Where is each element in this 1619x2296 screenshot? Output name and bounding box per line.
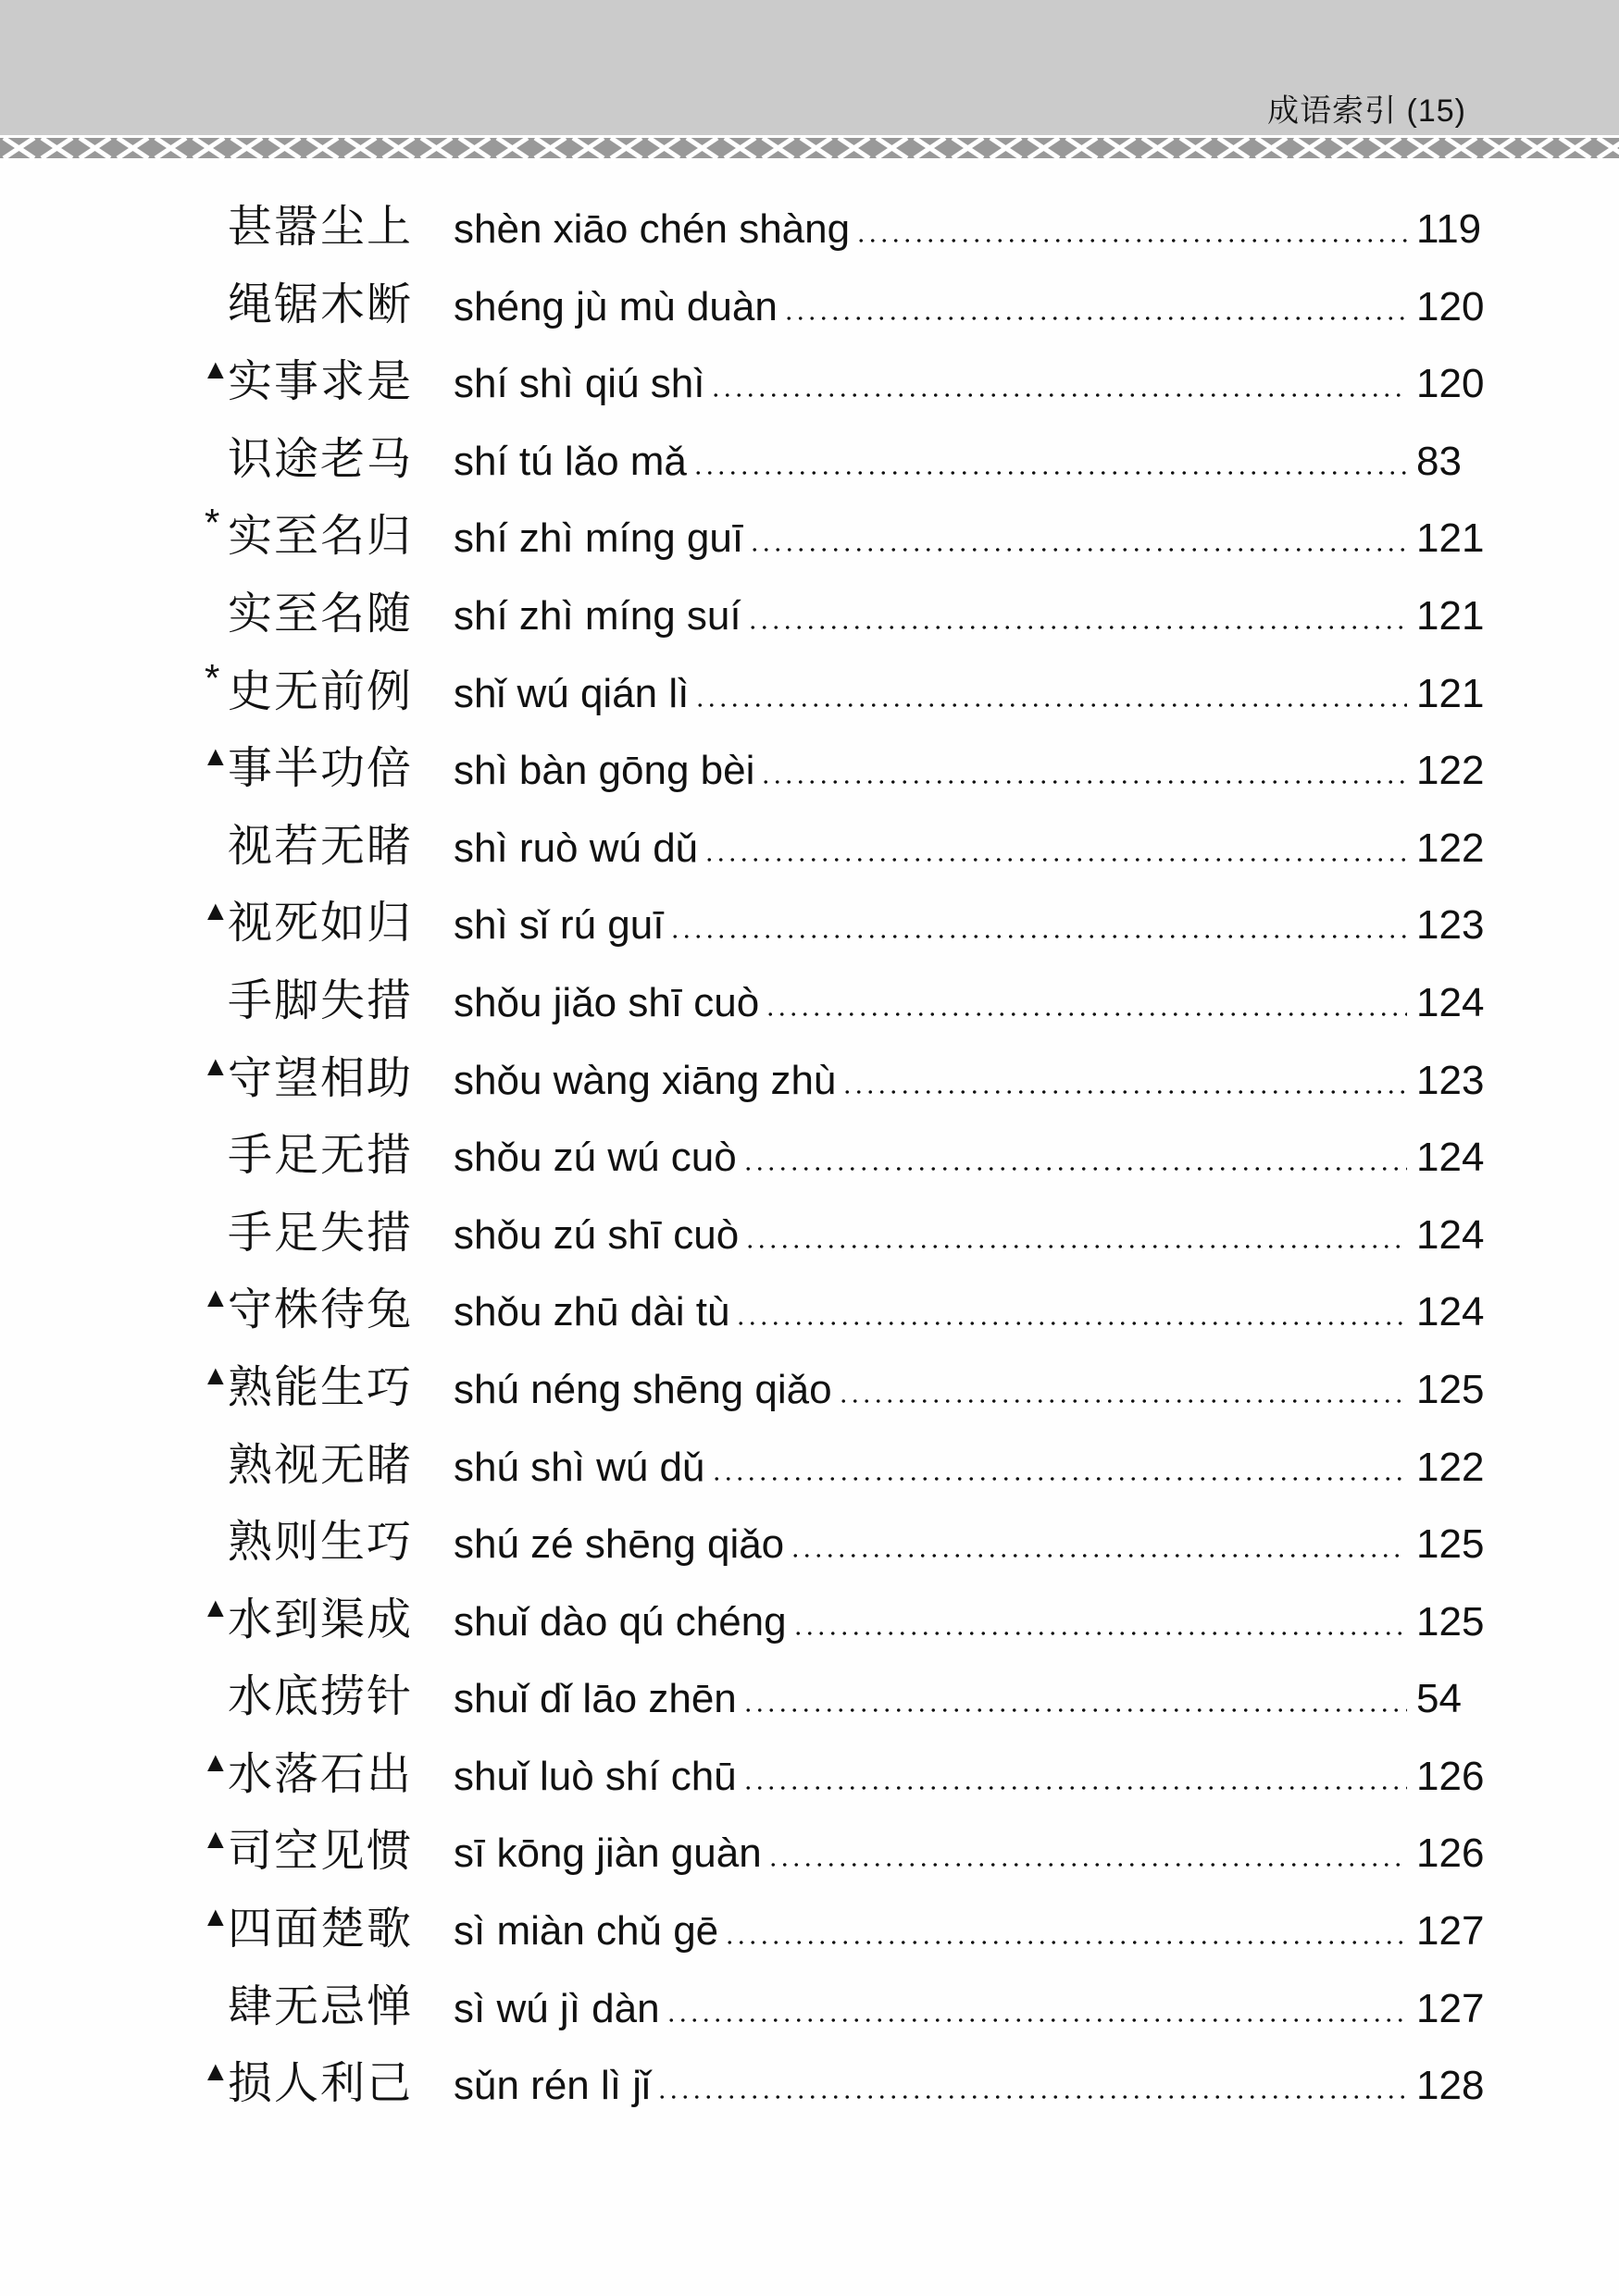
pinyin-text: shuǐ luò shí chū bbox=[454, 1753, 737, 1799]
dot-leader bbox=[749, 548, 1407, 552]
index-entry bbox=[0, 423, 1619, 501]
dot-leader bbox=[711, 1477, 1408, 1481]
index-entry bbox=[0, 1273, 1619, 1351]
dot-leader bbox=[710, 393, 1407, 397]
idiom-text: 守望相助 bbox=[228, 1053, 414, 1103]
index-entry bbox=[0, 1970, 1619, 2048]
pinyin-text: shǒu zú wú cuò bbox=[454, 1135, 737, 1181]
pinyin-text: sī kōng jiàn guàn bbox=[454, 1831, 762, 1877]
idiom-text: 识途老马 bbox=[228, 434, 414, 484]
index-entry bbox=[0, 1429, 1619, 1507]
triangle-marker-icon: ▲ bbox=[202, 1050, 230, 1082]
page-number: 123 bbox=[1416, 1057, 1485, 1103]
asterisk-marker-icon: * bbox=[205, 501, 220, 545]
triangle-marker-icon: ▲ bbox=[202, 1902, 230, 1933]
dot-leader bbox=[742, 1167, 1407, 1171]
idiom-text: 损人利己 bbox=[228, 2059, 414, 2109]
index-entry bbox=[0, 887, 1619, 964]
page-number: 121 bbox=[1416, 515, 1485, 562]
page-number: 121 bbox=[1416, 592, 1485, 639]
index-entry bbox=[0, 810, 1619, 887]
page-number: 125 bbox=[1416, 1366, 1485, 1412]
triangle-marker-icon: ▲ bbox=[202, 896, 230, 927]
idiom-text: 水落石出 bbox=[228, 1749, 414, 1799]
dot-leader bbox=[783, 316, 1407, 320]
index-entry bbox=[0, 2047, 1619, 2125]
pinyin-text: sì miàn chǔ gē bbox=[454, 1908, 719, 1955]
dot-leader bbox=[767, 1863, 1407, 1867]
index-entry bbox=[0, 1893, 1619, 1970]
idiom-text: 四面楚歌 bbox=[228, 1905, 414, 1955]
index-entry bbox=[0, 1583, 1619, 1661]
idiom-text: 肆无忌惮 bbox=[228, 1981, 414, 2031]
idiom-text: 视若无睹 bbox=[228, 821, 414, 871]
pinyin-text: shì bàn gōng bèi bbox=[454, 748, 755, 794]
index-entry bbox=[0, 1506, 1619, 1583]
triangle-marker-icon: ▲ bbox=[202, 1746, 230, 1778]
idiom-text: 实事求是 bbox=[228, 357, 414, 407]
dot-leader bbox=[694, 703, 1407, 707]
idiom-text: 实至名归 bbox=[228, 512, 414, 562]
triangle-marker-icon: ▲ bbox=[202, 1283, 230, 1314]
index-entry bbox=[0, 345, 1619, 423]
page-number: 119 bbox=[1416, 206, 1482, 252]
dot-leader bbox=[792, 1632, 1407, 1635]
page-number: 127 bbox=[1416, 1908, 1485, 1955]
triangle-marker-icon: ▲ bbox=[202, 354, 230, 386]
index-entry bbox=[0, 1351, 1619, 1429]
pinyin-text: shǒu zú shī cuò bbox=[454, 1211, 740, 1258]
page-title: 成语索引 (15) bbox=[1267, 93, 1466, 129]
index-entry bbox=[0, 1042, 1619, 1120]
dot-leader bbox=[742, 1708, 1407, 1712]
triangle-marker-icon: ▲ bbox=[202, 2056, 230, 2088]
page-header bbox=[0, 0, 1619, 135]
pinyin-text: sǔn rén lì jǐ bbox=[454, 2063, 651, 2109]
dot-leader bbox=[735, 1322, 1407, 1325]
pinyin-text: shǒu zhū dài tù bbox=[454, 1289, 730, 1335]
pinyin-text: shí shì qiú shì bbox=[454, 361, 705, 407]
idiom-text: 水到渠成 bbox=[228, 1595, 414, 1644]
idiom-text: 水底捞针 bbox=[228, 1672, 414, 1722]
page-number: 124 bbox=[1416, 1211, 1485, 1258]
triangle-marker-icon: ▲ bbox=[202, 1824, 230, 1855]
dot-leader bbox=[704, 858, 1407, 862]
page-number: 120 bbox=[1416, 283, 1485, 329]
dot-leader bbox=[692, 471, 1407, 475]
idiom-text: 事半功倍 bbox=[228, 744, 414, 794]
idiom-text: 视死如归 bbox=[228, 899, 414, 949]
dot-leader bbox=[669, 935, 1407, 938]
dot-leader bbox=[666, 2018, 1407, 2022]
pinyin-text: shú zé shēng qiǎo bbox=[454, 1521, 785, 1568]
page-number: 54 bbox=[1416, 1676, 1462, 1722]
index-entry bbox=[0, 191, 1619, 268]
index-entry bbox=[0, 1738, 1619, 1816]
idiom-text: 绳锯木断 bbox=[228, 279, 414, 329]
dot-leader bbox=[760, 780, 1407, 784]
pinyin-text: shí zhì míng guī bbox=[454, 515, 744, 562]
dot-leader bbox=[855, 239, 1407, 242]
pinyin-text: shì ruò wú dǔ bbox=[454, 825, 699, 871]
page-number: 122 bbox=[1416, 825, 1485, 871]
page-number: 124 bbox=[1416, 1289, 1485, 1335]
dot-leader bbox=[747, 626, 1407, 629]
idiom-text: 史无前例 bbox=[228, 666, 414, 716]
page-number: 126 bbox=[1416, 1753, 1485, 1799]
page-number: 120 bbox=[1416, 361, 1485, 407]
index-entry bbox=[0, 1119, 1619, 1197]
pinyin-text: shǒu wàng xiāng zhù bbox=[454, 1057, 837, 1103]
pinyin-text: shuǐ dǐ lāo zhēn bbox=[454, 1676, 737, 1722]
decorative-band bbox=[0, 135, 1619, 161]
cross-pattern-icon bbox=[0, 135, 1619, 161]
idiom-text: 实至名随 bbox=[228, 589, 414, 639]
index-entry bbox=[0, 1815, 1619, 1893]
pinyin-text: sì wú jì dàn bbox=[454, 1985, 660, 2031]
page-number: 125 bbox=[1416, 1521, 1485, 1568]
triangle-marker-icon: ▲ bbox=[202, 1359, 230, 1391]
dot-leader bbox=[838, 1399, 1407, 1403]
index-entry bbox=[0, 732, 1619, 810]
triangle-marker-icon: ▲ bbox=[202, 1592, 230, 1623]
dot-leader bbox=[841, 1090, 1407, 1094]
page-number: 124 bbox=[1416, 979, 1485, 1025]
pinyin-text: shèn xiāo chén shàng bbox=[454, 206, 851, 252]
pinyin-text: shéng jù mù duàn bbox=[454, 283, 778, 329]
dot-leader bbox=[765, 1012, 1407, 1016]
idiom-text: 熟能生巧 bbox=[228, 1362, 414, 1412]
idiom-text: 熟则生巧 bbox=[228, 1518, 414, 1568]
index-entry bbox=[0, 577, 1619, 655]
idiom-text: 熟视无睹 bbox=[228, 1440, 414, 1490]
dot-leader bbox=[724, 1941, 1407, 1944]
page-number: 124 bbox=[1416, 1135, 1485, 1181]
page-number: 126 bbox=[1416, 1831, 1485, 1877]
pinyin-text: shí zhì míng suí bbox=[454, 592, 741, 639]
idiom-text: 守株待兔 bbox=[228, 1285, 414, 1335]
triangle-marker-icon: ▲ bbox=[202, 741, 230, 773]
index-entry bbox=[0, 268, 1619, 346]
idiom-text: 甚嚣尘上 bbox=[228, 203, 414, 252]
page-number: 83 bbox=[1416, 438, 1462, 484]
page-number: 125 bbox=[1416, 1598, 1485, 1644]
pinyin-text: shú shì wú dǔ bbox=[454, 1444, 705, 1490]
dot-leader bbox=[742, 1786, 1407, 1790]
pinyin-text: shǒu jiǎo shī cuò bbox=[454, 979, 760, 1025]
pinyin-text: shǐ wú qián lì bbox=[454, 670, 690, 716]
index-entry bbox=[0, 1197, 1619, 1274]
dot-leader bbox=[744, 1245, 1407, 1248]
idiom-text: 手足失措 bbox=[228, 1208, 414, 1258]
page-number: 123 bbox=[1416, 902, 1485, 949]
page-number: 121 bbox=[1416, 670, 1485, 716]
index-entry bbox=[0, 655, 1619, 733]
pinyin-text: shú néng shēng qiǎo bbox=[454, 1366, 832, 1412]
index-entry bbox=[0, 1660, 1619, 1738]
page-number: 128 bbox=[1416, 2063, 1485, 2109]
pinyin-text: shí tú lǎo mǎ bbox=[454, 438, 687, 484]
idiom-text: 司空见惯 bbox=[228, 1827, 414, 1877]
idiom-index-list bbox=[0, 191, 1619, 2125]
index-entry bbox=[0, 964, 1619, 1042]
idiom-text: 手足无措 bbox=[228, 1131, 414, 1181]
page-number: 127 bbox=[1416, 1985, 1485, 2031]
dot-leader bbox=[656, 2095, 1407, 2099]
dot-leader bbox=[790, 1554, 1407, 1558]
page-number: 122 bbox=[1416, 1444, 1485, 1490]
pinyin-text: shuǐ dào qú chéng bbox=[454, 1598, 787, 1644]
page-number: 122 bbox=[1416, 748, 1485, 794]
asterisk-marker-icon: * bbox=[205, 655, 220, 700]
pinyin-text: shì sǐ rú guī bbox=[454, 902, 665, 949]
idiom-text: 手脚失措 bbox=[228, 975, 414, 1025]
index-entry bbox=[0, 500, 1619, 577]
